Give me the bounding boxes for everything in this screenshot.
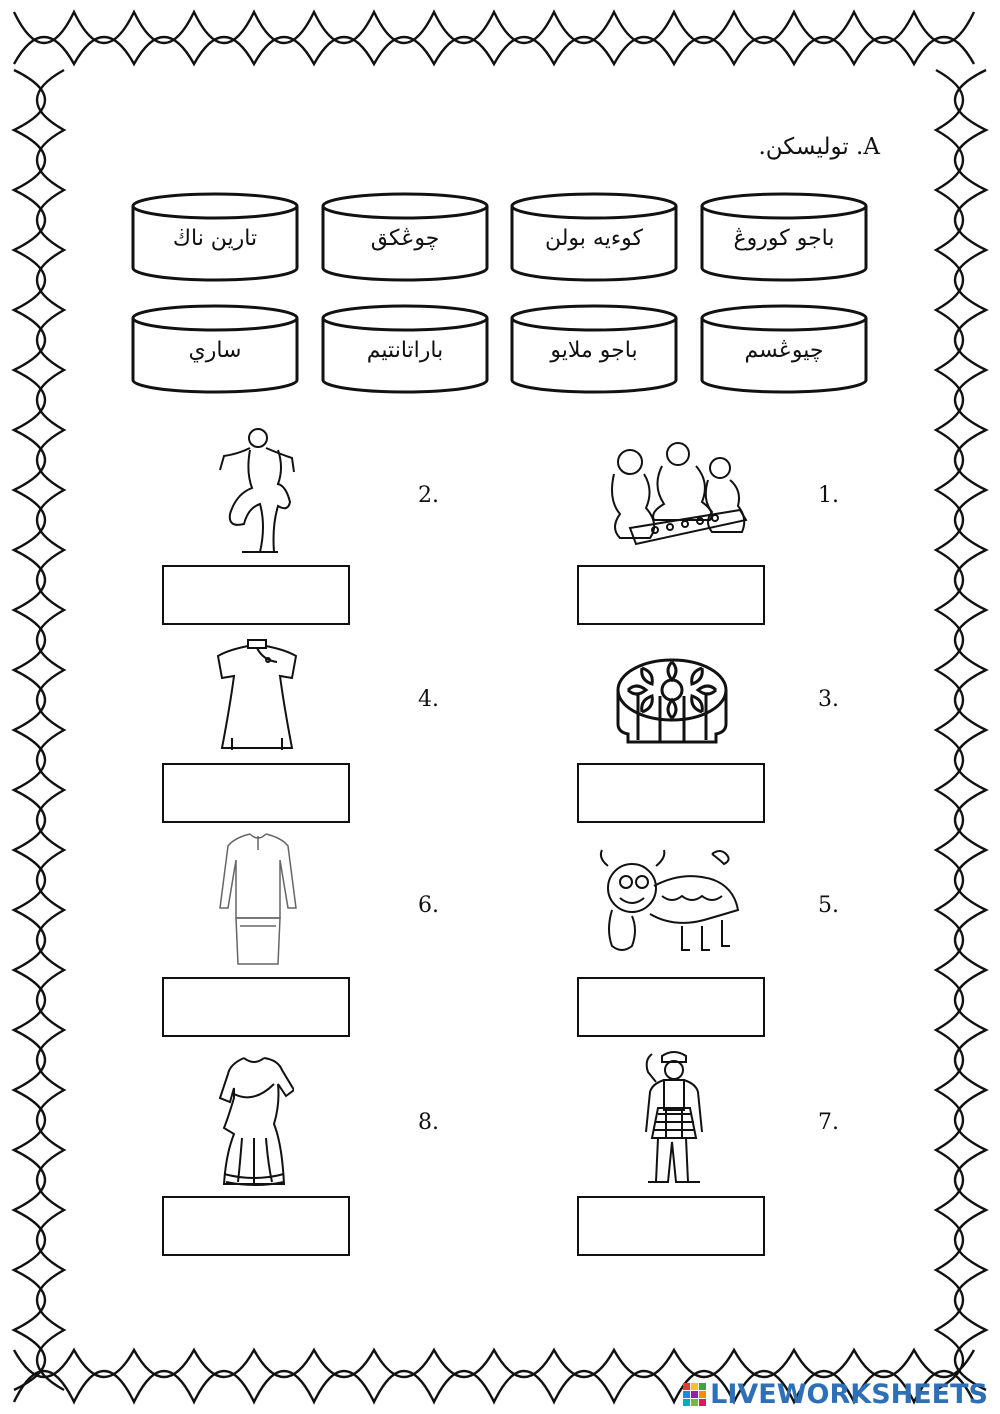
word-bank-label: تارين ناڬ (172, 226, 258, 251)
baju-kurung-image (218, 830, 298, 968)
word-bank-label: باراتانتيم (366, 338, 444, 363)
answer-box[interactable] (162, 565, 350, 625)
word-bank-label: چوڠکق (370, 226, 440, 251)
answer-box[interactable] (577, 977, 765, 1037)
word-bank-label: باجو کوروڠ (733, 226, 835, 251)
question-number: 7. (818, 1110, 839, 1135)
word-bank-item (130, 192, 300, 282)
mooncake-image (614, 654, 730, 750)
watermark-text: LIVEWORKSHEETS (710, 1378, 988, 1410)
word-bank-label: ساري (188, 338, 242, 363)
word-bank-item (320, 192, 490, 282)
word-bank-item (509, 192, 679, 282)
liveworksheets-watermark (683, 1378, 988, 1410)
instruction-title: A. توليسكن. (758, 134, 880, 160)
baju-melayu-man-image (634, 1046, 714, 1192)
word-bank-item (320, 304, 490, 394)
answer-box[interactable] (577, 763, 765, 823)
indian-dancer-image (214, 424, 304, 560)
answer-box[interactable] (162, 1196, 350, 1256)
question-number: 3. (818, 687, 839, 712)
question-number: 6. (418, 893, 439, 918)
question-number: 1. (818, 483, 839, 508)
answer-box[interactable] (577, 1196, 765, 1256)
word-bank-item (130, 304, 300, 394)
question-number: 8. (418, 1110, 439, 1135)
word-bank-label: کوءيه بولن (544, 226, 644, 251)
question-number: 4. (418, 687, 439, 712)
answer-box[interactable] (162, 763, 350, 823)
congkak-players-image (600, 440, 750, 552)
word-bank-item (699, 304, 869, 394)
word-bank-item (699, 192, 869, 282)
word-bank-item (509, 304, 679, 394)
liveworksheets-logo-icon (683, 1383, 706, 1406)
word-bank-label: باجو ملايو (550, 338, 638, 363)
lion-dance-image (592, 846, 752, 966)
cheongsam-image (212, 636, 302, 756)
word-bank-label: چيوڠسم (744, 338, 824, 363)
question-number: 2. (418, 483, 439, 508)
answer-box[interactable] (577, 565, 765, 625)
question-number: 5. (818, 893, 839, 918)
answer-box[interactable] (162, 977, 350, 1037)
saree-image (214, 1054, 294, 1188)
